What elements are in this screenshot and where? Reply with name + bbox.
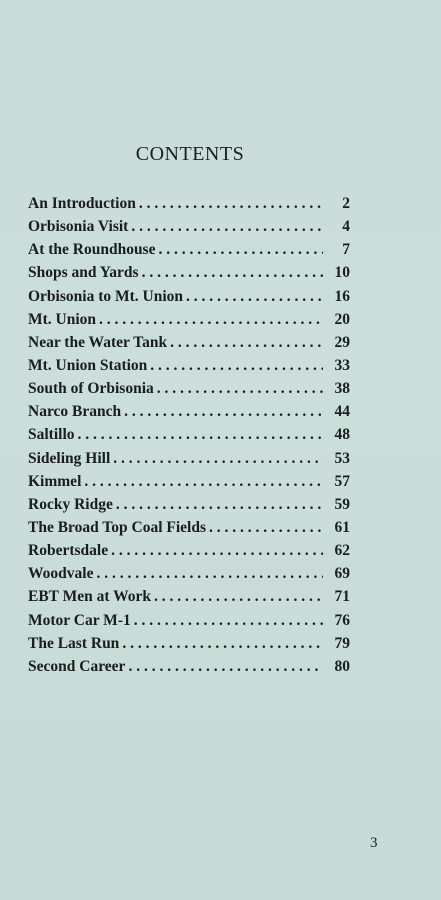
toc-entry-title: Woodvale [28,565,94,583]
toc-entry-page: 48 [334,426,350,444]
toc-entry-page: 7 [342,241,350,259]
toc-entry-page: 71 [334,588,350,606]
toc-entry-page: 59 [334,495,350,513]
toc-entry-page: 38 [334,380,350,398]
toc-entry [28,450,350,473]
toc-entry [28,264,350,287]
toc-entry-title: Motor Car M-1 [28,611,131,629]
toc-entry [28,311,350,334]
toc-entry-page: 2 [342,195,350,212]
page-number: 3 [370,835,378,851]
toc-entry-title: South of Orbisonia [28,380,154,398]
toc-entry-page: 76 [334,611,350,629]
toc-entry [28,218,350,241]
toc-leader-dots [209,519,323,537]
toc-leader-dots [186,288,323,306]
toc-entry-title: Orbisonia Visit [28,218,129,236]
toc-entry-page: 57 [334,472,350,490]
toc-entry-page: 4 [342,218,350,236]
toc-entry [28,334,350,357]
toc-entry-page: 62 [334,542,350,560]
toc-entry [28,473,350,496]
toc-leader-dots [84,473,323,491]
toc-entry-page: 10 [334,264,350,282]
toc-entry [28,565,350,588]
toc-entry-title: Second Career [28,657,126,675]
toc-entry-page: 33 [334,356,350,374]
toc-leader-dots [128,658,323,676]
toc-entry-page: 44 [334,403,350,421]
toc-leader-dots [154,588,323,606]
toc-entry [28,612,350,635]
toc-entry-page: 80 [334,657,350,675]
toc-entry [28,288,350,311]
toc-entry-page: 20 [334,310,350,328]
toc-entry [28,403,350,426]
toc-leader-dots [134,612,323,630]
toc-entry-page: 16 [334,287,350,305]
toc-entry [28,241,350,264]
toc-leader-dots [96,565,323,583]
toc-entry [28,588,350,611]
toc-entry [28,519,350,542]
page-title: CONTENTS [135,143,245,166]
toc-entry [28,658,350,681]
toc-entry-page: 69 [334,565,350,583]
toc-entry [28,195,350,218]
toc-entry-title: An Introduction [28,195,136,212]
toc-entry-title: Near the Water Tank [28,333,168,351]
toc-leader-dots [111,542,323,560]
toc-leader-dots [142,264,323,282]
toc-entry-page: 29 [334,333,350,351]
toc-entry-title: Sideling Hill [28,449,111,467]
toc-entry-title: Orbisonia to Mt. Union [28,287,184,305]
toc-entry-title: EBT Men at Work [28,588,152,606]
toc-entry-title: The Broad Top Coal Fields [28,518,207,536]
toc-entry [28,635,350,658]
toc-leader-dots [116,496,323,514]
toc-entry-title: Narco Branch [28,403,122,421]
toc-leader-dots [170,334,323,352]
toc-entry [28,496,350,519]
toc-entry-title: Saltillo [28,426,75,444]
toc-entry-title: Shops and Yards [28,264,139,282]
toc-leader-dots [78,426,323,444]
toc-leader-dots [139,195,323,213]
toc-leader-dots [124,403,323,421]
toc-leader-dots [99,311,323,329]
toc-entry-title: The Last Run [28,634,120,652]
table-of-contents [28,195,350,681]
toc-leader-dots [158,241,323,259]
toc-leader-dots [122,635,323,653]
toc-leader-dots [113,450,323,468]
toc-leader-dots [131,218,323,236]
toc-entry [28,542,350,565]
toc-entry-page: 79 [334,634,350,652]
toc-leader-dots [157,380,323,398]
toc-entry-title: Mt. Union Station [28,356,148,374]
toc-entry-title: Robertsdale [28,542,109,560]
toc-entry-title: Mt. Union [28,310,97,328]
toc-entry-title: At the Roundhouse [28,241,156,259]
toc-entry-page: 61 [334,518,350,536]
toc-entry [28,426,350,449]
toc-entry [28,380,350,403]
toc-entry-title: Kimmel [28,472,82,490]
toc-entry-page: 53 [334,449,350,467]
toc-entry [28,357,350,380]
toc-entry-title: Rocky Ridge [28,495,113,513]
toc-leader-dots [150,357,323,375]
